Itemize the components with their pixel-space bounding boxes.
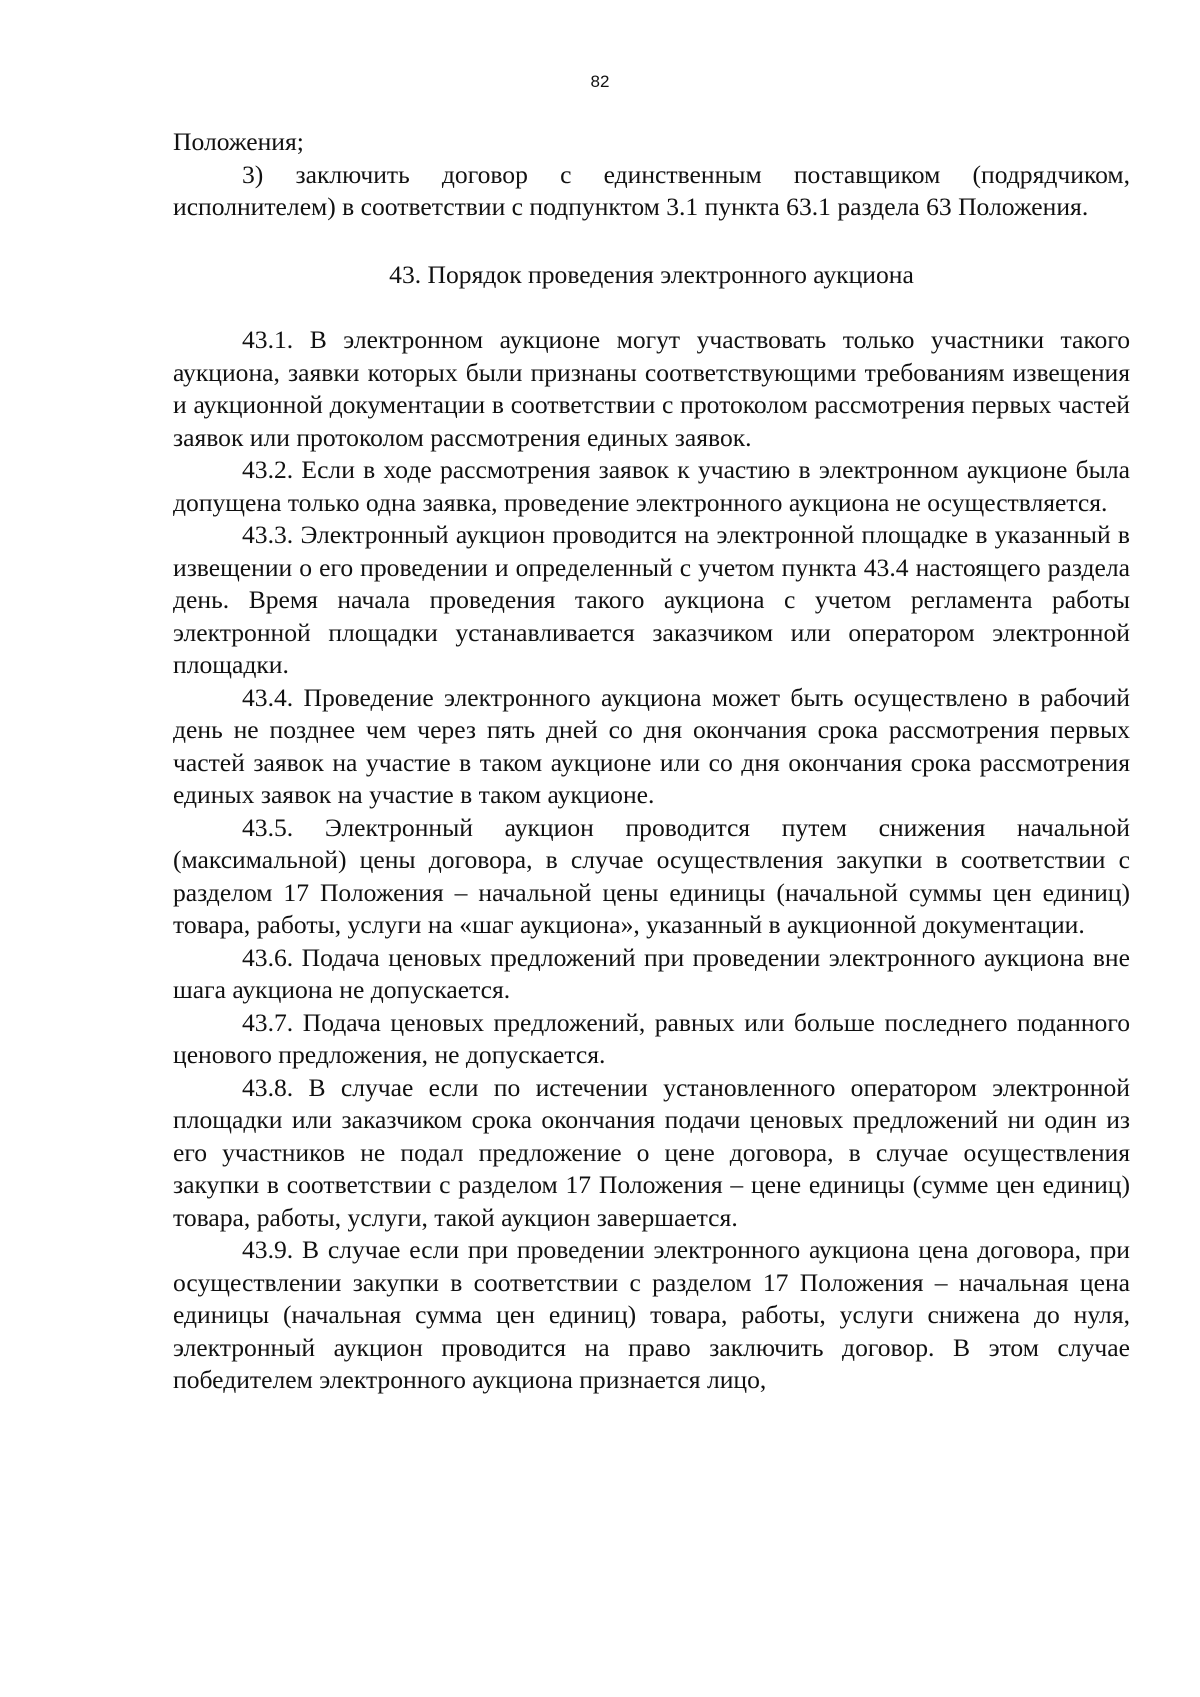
continuation-line: Положения; <box>173 127 304 156</box>
paragraph-43-9: 43.9. В случае если при проведении электронного аукциона цена договора, при осуществлении закупки в соответствии с разделом 17 Положения – начальная цена единицы (начальная сумма цен единиц) товара, работы, услуги снижена до нуля, электронный аукцион проводится на право заключить договор. В этом случае победителем электронного аукциона признается лицо, <box>173 1235 1130 1394</box>
list-item-3: 3) заключить договор с единственным поставщиком (подрядчиком, исполнителем) в соответствии с подпунктом 3.1 пункта 63.1 раздела 63 Положения. <box>173 159 1130 221</box>
paragraph-43-8: 43.8. В случае если по истечении установленного оператором электронной площадки или заказчиком срока окончания подачи ценовых предложений ни один из его участников не подал предложение о цене договора, в случае осуществления закупки в соответствии с разделом 17 Положения – цене единицы (сумме цен единиц) товара, работы, услуги, такой аукцион завершается. <box>173 1072 1130 1232</box>
paragraph-43-7: 43.7. Подача ценовых предложений, равных или больше последнего поданного ценового предложения, не допускается. <box>173 1007 1130 1069</box>
document-body <box>173 126 1130 1397</box>
paragraph-43-3: 43.3. Электронный аукцион проводится на электронной площадке в указанный в извещении о его проведении и определенный с учетом пункта 43.4 настоящего раздела день. Время начала проведения такого аукциона с учетом регламента работы электронной площадки устанавливается заказчиком или оператором электронной площадки. <box>173 520 1130 679</box>
paragraph-43-5: 43.5. Электронный аукцион проводится путем снижения начальной (максимальной) цены договора, в случае осуществления закупки в соответствии с разделом 17 Положения – начальной цены единицы (начальной суммы цен единиц) товара, работы, услуги на «шаг аукциона», указанный в аукционной документации. <box>173 812 1130 939</box>
paragraph-43-4: 43.4. Проведение электронного аукциона может быть осуществлено в рабочий день не позднее чем через пять дней со дня окончания срока рассмотрения первых частей заявок на участие в таком аукционе или со дня окончания срока рассмотрения единых заявок на участие в таком аукционе. <box>173 682 1130 809</box>
section-heading: 43. Порядок проведения электронного аукциона <box>389 259 914 289</box>
paragraph-43-2: 43.2. Если в ходе рассмотрения заявок к участию в электронном аукционе была допущена только одна заявка, проведение электронного аукциона не осуществляется. <box>173 455 1130 517</box>
page-number: 82 <box>590 72 610 91</box>
paragraph-43-6: 43.6. Подача ценовых предложений при проведении электронного аукциона вне шага аукциона не допускается. <box>173 942 1130 1004</box>
paragraph-43-1: 43.1. В электронном аукционе могут участвовать только участники такого аукциона, заявки которых были признаны соответствующими требованиям извещения и аукционной документации в соответствии с протоколом рассмотрения первых частей заявок или протоколом рассмотрения единых заявок. <box>173 325 1130 452</box>
